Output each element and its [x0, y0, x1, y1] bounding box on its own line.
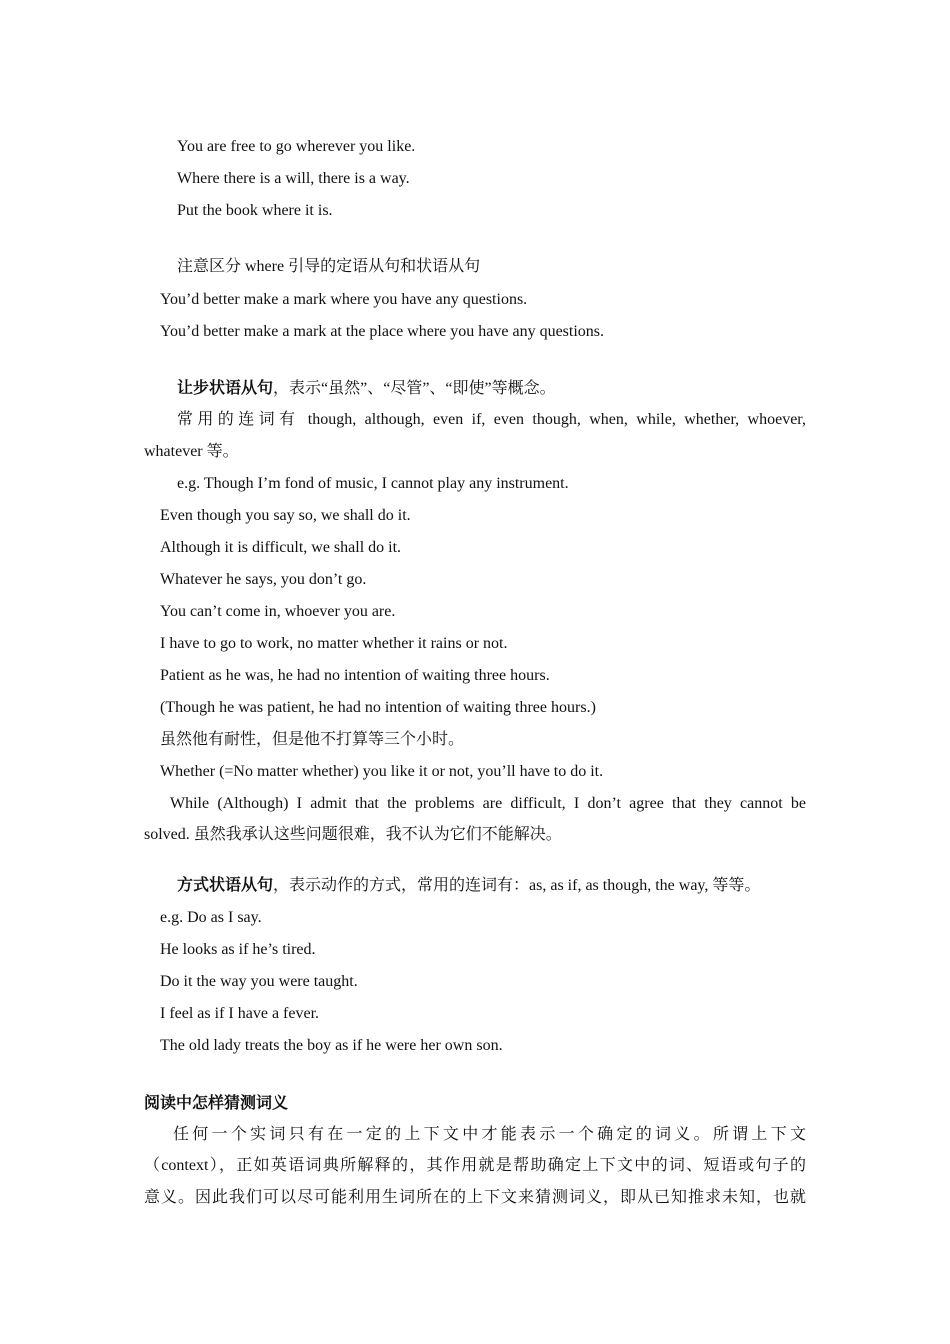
paragraph-line: （context），正如英语词典所解释的，其作用就是帮助确定上下文中的词、短语或句子的 [144, 1157, 806, 1174]
example-line: Patient as he was, he had no intention of waiting three hours. [160, 667, 550, 684]
section-heading: 方式状语从句 [177, 877, 274, 894]
paragraph-line: 意义。因此我们可以尽可能利用生词所在的上下文来猜测词义，即从已知推求未知，也就 [144, 1189, 806, 1206]
example-line: (Though he was patient, he had no intention of waiting three hours.) [160, 699, 596, 716]
example-line: I feel as if I have a fever. [160, 1005, 320, 1022]
example-line: e.g. Do as I say. [160, 909, 262, 926]
paragraph-line: whatever 等。 [144, 443, 239, 460]
example-line: Whatever he says, you don’t go. [160, 571, 367, 588]
example-line: Whether (=No matter whether) you like it or not, you’ll have to do it. [160, 763, 604, 780]
section-heading: 阅读中怎样猜测词义 [144, 1095, 289, 1112]
example-line: You’d better make a mark where you have any questions. [160, 291, 528, 308]
example-line: Even though you say so, we shall do it. [160, 507, 411, 524]
example-line: Although it is difficult, we shall do it. [160, 539, 402, 556]
example-line: solved. 虽然我承认这些问题很难，我不认为它们不能解决。 [144, 826, 562, 843]
example-line: You are free to go wherever you like. [177, 138, 416, 155]
paragraph-line: 常用的连词有 though, although, even if, even though, when, while, whether, whoever, [177, 411, 806, 428]
example-line: Do it the way you were taught. [160, 973, 358, 990]
section-heading-rest: ，表示“虽然”、“尽管”、“即使”等概念。 [273, 380, 556, 397]
section-heading-rest: ，表示动作的方式，常用的连词有：as, as if, as though, the way, 等等。 [273, 877, 761, 894]
example-line: I have to go to work, no matter whether it rains or not. [160, 635, 508, 652]
example-line: Where there is a will, there is a way. [177, 170, 410, 187]
section-heading-line [177, 876, 760, 896]
section-heading: 让步状语从句 [177, 380, 274, 397]
example-line: You can’t come in, whoever you are. [160, 603, 396, 620]
example-line: Put the book where it is. [177, 202, 333, 219]
example-line: e.g. Though I’m fond of music, I cannot play any instrument. [177, 475, 569, 492]
note-line: 注意区分 where 引导的定语从句和状语从句 [177, 258, 481, 275]
example-line: He looks as if he’s tired. [160, 941, 316, 958]
example-line: 虽然他有耐性，但是他不打算等三个小时。 [160, 731, 465, 748]
example-line: You’d better make a mark at the place where you have any questions. [160, 323, 605, 340]
section-heading-line [177, 379, 556, 399]
example-line: The old lady treats the boy as if he were her own son. [160, 1037, 503, 1054]
example-line: While (Although) I admit that the problems are difficult, I don’t agree that they cannot be [170, 795, 806, 812]
paragraph-line: 任何一个实词只有在一定的上下文中才能表示一个确定的词义。所谓上下文 [173, 1126, 806, 1143]
